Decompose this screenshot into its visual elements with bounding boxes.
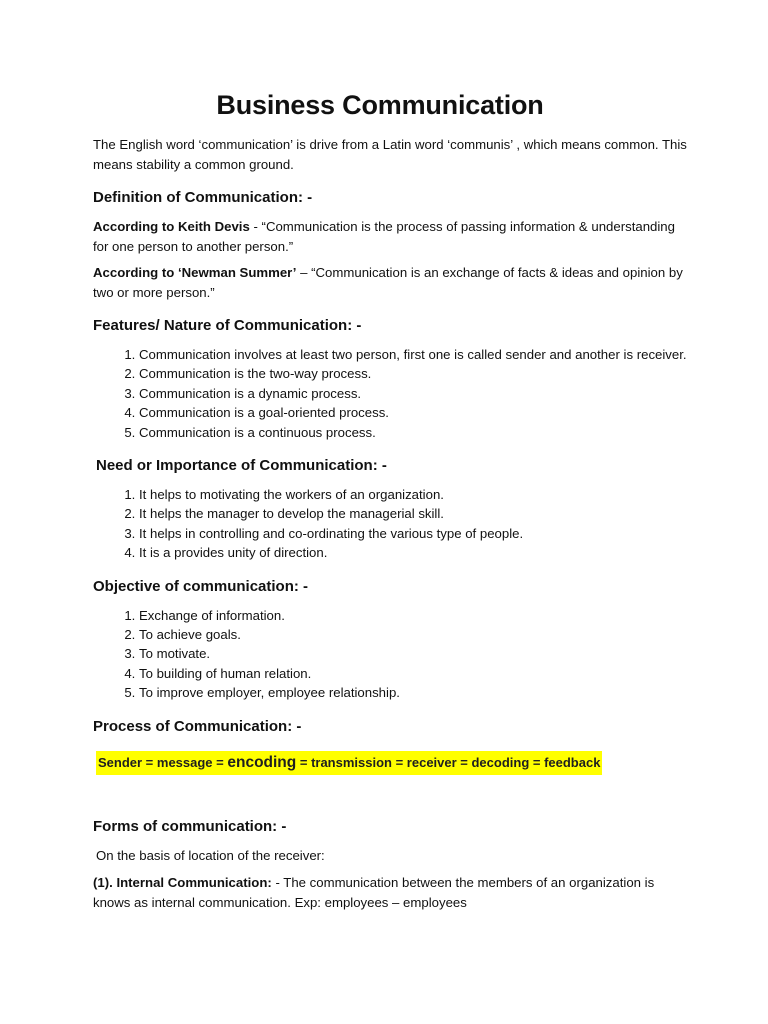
objective-list: [93, 606, 693, 703]
process-flow-encoding: encoding: [227, 753, 297, 771]
list-item: 4. Communication is a goal-oriented process.: [139, 403, 693, 422]
importance-list: [93, 485, 693, 563]
document-page: [93, 84, 693, 919]
internal-communication-paragraph: [93, 873, 693, 912]
quote-text: “Communication is an exchange of facts & ideas and opinion by two or more person.”: [93, 265, 683, 300]
list-item: 1. It helps to motivating the workers of an organization.: [139, 485, 693, 504]
list-item: 1. Exchange of information.: [139, 606, 693, 625]
definition-quote-1: [93, 217, 693, 256]
forms-heading: Forms of communication: -: [93, 817, 287, 835]
quote-separator: -: [249, 219, 262, 234]
quote-author: According to Keith Devis: [93, 219, 250, 234]
intro-paragraph: The English word ‘communication’ is drive from a Latin word ‘communis’ , which means common. This means stability a common ground.: [93, 137, 687, 172]
internal-communication-label: (1). Internal Communication:: [93, 875, 272, 891]
document-title: Business Communication: [216, 90, 544, 120]
list-item: 4. It is a provides unity of direction.: [139, 543, 693, 562]
process-flow-highlight: [96, 751, 602, 775]
quote-author: According to ‘Newman Summer’: [93, 265, 297, 280]
quote-separator: –: [296, 265, 312, 280]
list-item: 4. To building of human relation.: [139, 664, 693, 683]
list-item: 3. To motivate.: [139, 644, 693, 663]
features-list: [93, 345, 693, 442]
list-item: 2. Communication is the two-way process.: [139, 364, 693, 383]
process-flow-start: Sender = message =: [98, 754, 228, 770]
list-item: 1. Communication involves at least two person, first one is called sender and another is receiver.: [139, 345, 693, 364]
definition-heading: Definition of Communication: -: [93, 189, 313, 206]
process-flow-wrapper: [96, 751, 693, 775]
definition-quote-2: [93, 263, 693, 302]
importance-heading: Need or Importance of Communication: -: [96, 457, 387, 475]
objective-heading: Objective of communication: -: [93, 577, 309, 595]
features-heading: Features/ Nature of Communication: -: [93, 317, 362, 334]
list-item: 3. It helps in controlling and co-ordinating the various type of people.: [139, 524, 693, 543]
forms-basis: On the basis of location of the receiver:: [96, 847, 325, 863]
list-item: 2. To achieve goals.: [139, 625, 693, 644]
list-item: 5. Communication is a continuous process.: [139, 423, 693, 442]
list-item: 2. It helps the manager to develop the managerial skill.: [139, 504, 693, 523]
process-flow-end: = transmission = receiver = decoding = feedback: [296, 754, 601, 770]
list-item: 3. Communication is a dynamic process.: [139, 384, 693, 403]
process-heading: Process of Communication: -: [93, 717, 302, 735]
list-item: 5. To improve employer, employee relationship.: [139, 683, 693, 702]
quote-text: “Communication is the process of passing information & understanding for one person to another person.”: [93, 219, 675, 254]
spacer: [93, 775, 693, 803]
internal-communication-text: - The communication between the members of an organization is knows as internal communication. Exp: employees – employees: [93, 875, 655, 910]
